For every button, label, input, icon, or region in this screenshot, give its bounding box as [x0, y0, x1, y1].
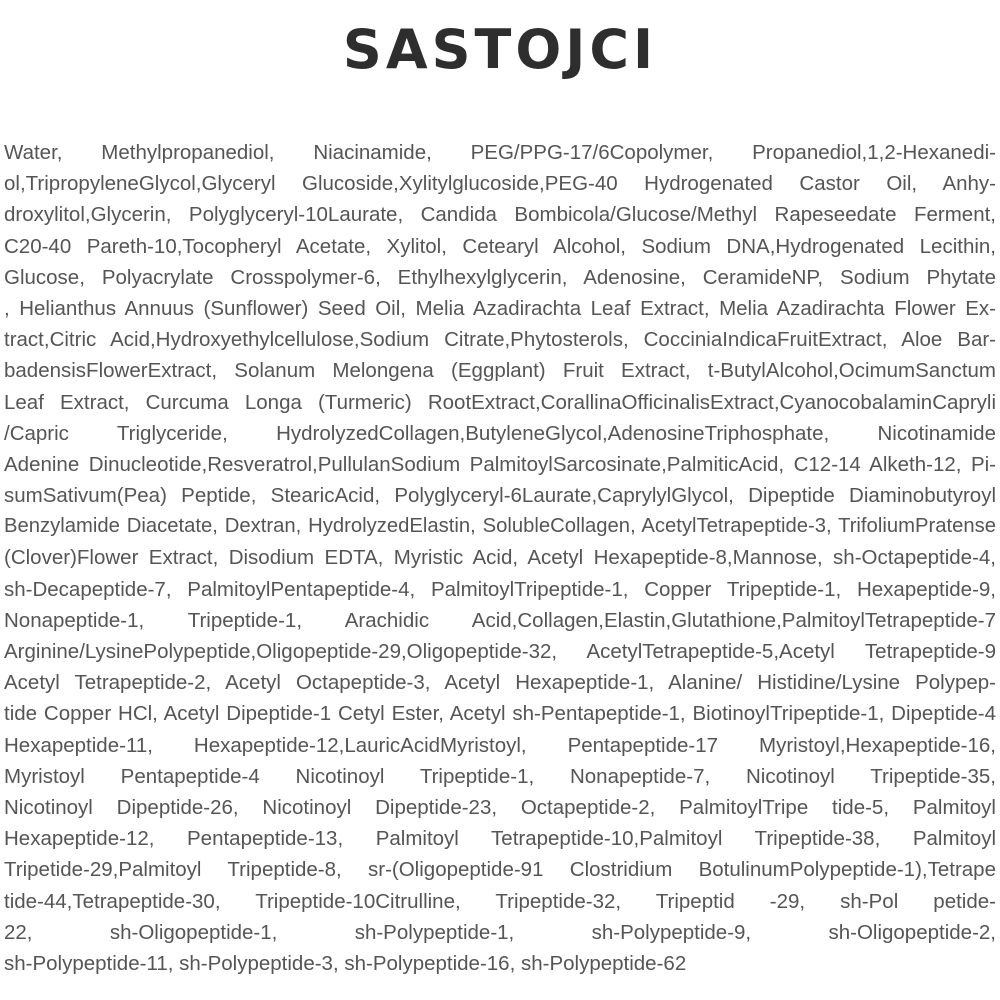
ingredients-line: Tripetide-29,Palmitoyl Tripeptide-8, sr-(Oligopeptide-91 Clostridium BotulinumPolypeptide-1),Tetrape: [4, 858, 996, 882]
ingredients-line: sh-Polypeptide-11, sh-Polypeptide-3, sh-Polypeptide-16, sh-Polypeptide-62: [4, 951, 687, 975]
ingredients-line: , Helianthus Annuus (Sunflower) Seed Oil, Melia Azadirachta Leaf Extract, Melia Azadirachta Flower Ex-: [4, 296, 996, 320]
ingredients-line: C20-40 Pareth-10,Tocopheryl Acetate, Xylitol, Cetearyl Alcohol, Sodium DNA,Hydrogenated Lecithin,: [4, 234, 996, 258]
ingredients-line: 22, sh-Oligopeptide-1, sh-Polypeptide-1, sh-Polypeptide-9, sh-Oligopeptide-2,: [4, 920, 996, 944]
ingredients-line: Water, Methylpropanediol, Niacinamide, PEG/PPG-17/6Copolymer, Propanediol,1,2-Hexanedi-: [4, 141, 996, 164]
ingredients-line: Arginine/LysinePolypeptide,Oligopeptide-29,Oligopeptide-32, AcetylTetrapeptide-5,Acetyl Tetrapeptide-9: [4, 640, 996, 663]
ingredients-line: /Capric Triglyceride, HydrolyzedCollagen,ButyleneGlycol,AdenosineTriphosphate, Nicotinamide: [4, 421, 996, 445]
ingredients-line: Myristoyl Pentapeptide-4 Nicotinoyl Tripeptide-1, Nonapeptide-7, Nicotinoyl Tripeptide-35,: [4, 764, 996, 788]
ingredients-line: sumSativum(Pea) Peptide, StearicAcid, Polyglyceryl-6Laurate,CaprylylGlycol, Dipeptide Diaminobutyroyl: [4, 484, 996, 508]
ingredients-line: Leaf Extract, Curcuma Longa (Turmeric) RootExtract,CorallinaOfficinalisExtract,CyanocobalaminCapryli: [4, 390, 996, 414]
ingredients-line: tract,Citric Acid,Hydroxyethylcellulose,Sodium Citrate,Phytosterols, CocciniaIndicaFruitExtract, Aloe Bar-: [4, 328, 996, 352]
ingredients-line: tide Copper HCl, Acetyl Dipeptide-1 Cetyl Ester, Acetyl sh-Pentapeptide-1, BiotinoylTripeptide-1, Dipeptide-4: [4, 702, 996, 726]
ingredients-line: Nicotinoyl Dipeptide-26, Nicotinoyl Dipeptide-23, Octapeptide-2, PalmitoylTripe tide-5, Palmitoyl: [4, 795, 996, 819]
ingredients-line: Acetyl Tetrapeptide-2, Acetyl Octapeptide-3, Acetyl Hexapeptide-1, Alanine/ Histidine/Lysine Polypep-: [4, 671, 996, 695]
ingredients-line: sh-Decapeptide-7, PalmitoylPentapeptide-4, PalmitoylTripeptide-1, Copper Tripeptide-1, Hexapeptide-9,: [4, 577, 996, 601]
ingredients-line: ol,TripropyleneGlycol,Glyceryl Glucoside,Xylitylglucoside,PEG-40 Hydrogenated Castor Oil, Anhy-: [4, 172, 996, 196]
ingredients-line: Adenine Dinucleotide,Resveratrol,PullulanSodium PalmitoylSarcosinate,PalmiticAcid, C12-14 Alketh-12, Pi-: [4, 452, 996, 476]
ingredients-line: droxylitol,Glycerin, Polyglyceryl-10Laurate, Candida Bombicola/Glucose/Methyl Rapeseedate Ferment,: [4, 203, 996, 227]
ingredients-line: (Clover)Flower Extract, Disodium EDTA, Myristic Acid, Acetyl Hexapeptide-8,Mannose, sh-Octapeptide-4,: [4, 546, 996, 570]
ingredients-line: Glucose, Polyacrylate Crosspolymer-6, Ethylhexylglycerin, Adenosine, CeramideNP, Sodium Phytate: [4, 265, 996, 289]
page-title: SASTOJCI: [342, 18, 658, 81]
ingredients-line: Benzylamide Diacetate, Dextran, HydrolyzedElastin, SolubleCollagen, AcetylTetrapeptide-3, TrifoliumPratense: [4, 515, 996, 538]
ingredients-line: Hexapeptide-12, Pentapeptide-13, Palmitoyl Tetrapeptide-10,Palmitoyl Tripeptide-38, Palmitoyl: [4, 827, 996, 851]
ingredients-line: Nonapeptide-1, Tripeptide-1, Arachidic Acid,Collagen,Elastin,Glutathione,PalmitoylTetrapeptide-7: [4, 608, 996, 632]
ingredients-list: [4, 137, 996, 979]
ingredients-line: tide-44,Tetrapeptide-30, Tripeptide-10Citrulline, Tripeptide-32, Tripeptid -29, sh-Pol petide-: [4, 889, 996, 913]
ingredients-line: badensisFlowerExtract, Solanum Melongena (Eggplant) Fruit Extract, t-ButylAlcohol,OcimumSanctum: [4, 359, 996, 383]
ingredients-line: Hexapeptide-11, Hexapeptide-12,LauricAcidMyristoyl, Pentapeptide-17 Myristoyl,Hexapeptide-16,: [4, 733, 996, 757]
